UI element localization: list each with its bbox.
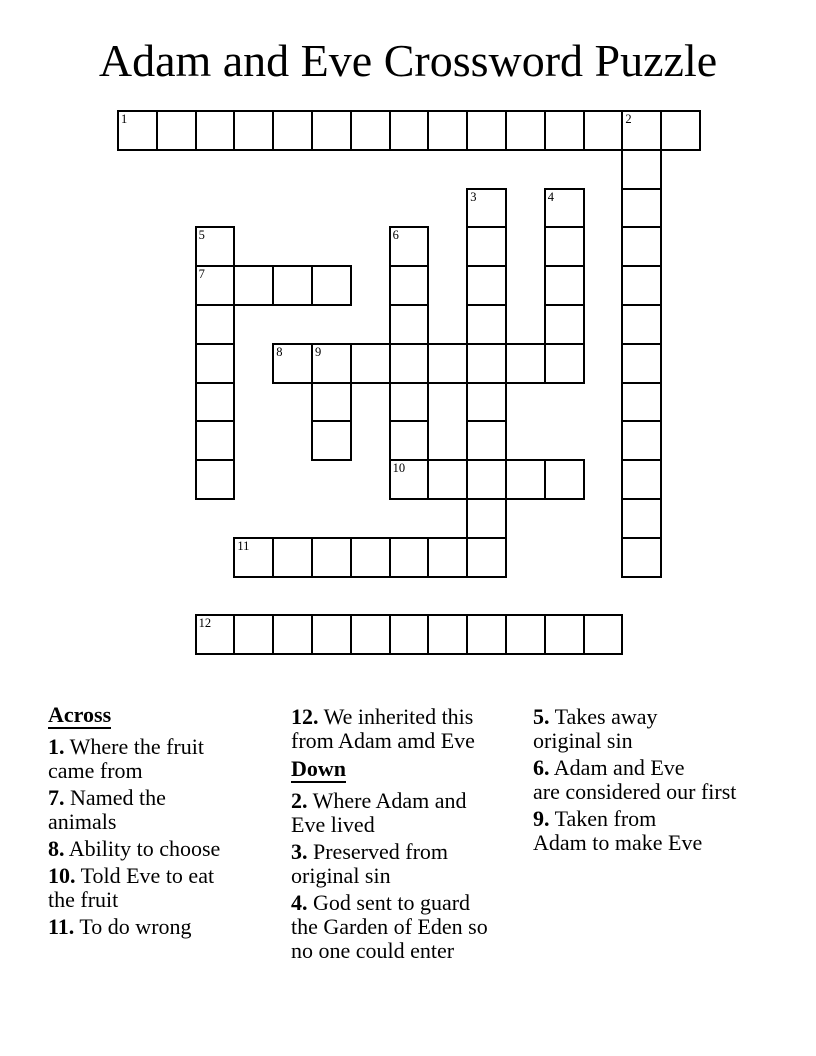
grid-cell-r0c7[interactable]: [389, 110, 430, 151]
clue-8: 8. Ability to choose: [48, 836, 221, 861]
grid-cell-r5c13[interactable]: [621, 304, 662, 345]
grid-cell-r6c4[interactable]: [272, 343, 313, 384]
grid-cell-r13c6[interactable]: [350, 614, 391, 655]
grid-cell-r13c12[interactable]: [583, 614, 624, 655]
grid-cell-r3c9[interactable]: [466, 226, 507, 267]
cell-number: 10: [392, 461, 406, 476]
grid-cell-r9c2[interactable]: [195, 459, 236, 500]
grid-cell-r4c2[interactable]: [195, 265, 236, 306]
grid-cell-r0c8[interactable]: [427, 110, 468, 151]
grid-cell-r8c5[interactable]: [311, 420, 352, 461]
grid-cell-r3c13[interactable]: [621, 226, 662, 267]
clue-7: 7. Named the animals: [48, 785, 166, 834]
cell-number: 6: [392, 228, 399, 243]
cell-number: 4: [547, 189, 555, 204]
grid-cell-r3c7[interactable]: [389, 226, 430, 267]
grid-cell-r11c4[interactable]: [272, 537, 313, 578]
grid-cell-r0c2[interactable]: [195, 110, 236, 151]
grid-cell-r4c13[interactable]: [621, 265, 662, 306]
clue-5: 5. Takes away original sin: [533, 704, 658, 753]
grid-cell-r6c9[interactable]: [466, 343, 507, 384]
grid-cell-r6c8[interactable]: [427, 343, 468, 384]
clue-6: 6. Adam and Eve are considered our first: [533, 755, 737, 804]
grid-cell-r13c8[interactable]: [427, 614, 468, 655]
grid-cell-r1c13[interactable]: [621, 149, 662, 190]
grid-cell-r9c11[interactable]: [544, 459, 585, 500]
grid-cell-r0c11[interactable]: [544, 110, 585, 151]
grid-cell-r10c9[interactable]: [466, 498, 507, 539]
grid-cell-r6c6[interactable]: [350, 343, 391, 384]
clue-number: 1.: [48, 734, 65, 759]
grid-cell-r5c9[interactable]: [466, 304, 507, 345]
grid-cell-r5c2[interactable]: [195, 304, 236, 345]
grid-cell-r8c7[interactable]: [389, 420, 430, 461]
clue-10: 10. Told Eve to eat the fruit: [48, 863, 215, 912]
grid-cell-r9c9[interactable]: [466, 459, 507, 500]
clue-1: 1. Where the fruit came from: [48, 734, 204, 783]
grid-cell-r13c4[interactable]: [272, 614, 313, 655]
grid-cell-r0c12[interactable]: [583, 110, 624, 151]
cell-number: 9: [315, 344, 322, 359]
cell-number: 5: [198, 228, 205, 243]
clue-number: 12.: [291, 704, 319, 729]
grid-cell-r7c2[interactable]: [195, 382, 236, 423]
grid-cell-r6c11[interactable]: [544, 343, 585, 384]
clue-number: 7.: [48, 785, 65, 810]
grid-cell-r6c5[interactable]: [311, 343, 352, 384]
grid-cell-r4c5[interactable]: [311, 265, 352, 306]
clue-number: 8.: [48, 836, 65, 861]
clue-number: 4.: [291, 890, 308, 915]
grid-cell-r7c7[interactable]: [389, 382, 430, 423]
clue-number: 9.: [533, 806, 550, 831]
grid-cell-r13c10[interactable]: [505, 614, 546, 655]
cell-number: 1: [121, 112, 128, 126]
cell-number: 8: [276, 344, 283, 359]
grid-cell-r9c8[interactable]: [427, 459, 468, 500]
clue-2: 2. Where Adam and Eve lived: [291, 788, 467, 837]
grid-cell-r5c11[interactable]: [544, 304, 585, 345]
grid-cell-r4c9[interactable]: [466, 265, 507, 306]
grid-cell-r3c2[interactable]: [195, 226, 236, 267]
grid-cell-r11c6[interactable]: [350, 537, 391, 578]
grid-cell-r3c11[interactable]: [544, 226, 585, 267]
cell-number: 3: [470, 189, 477, 204]
grid-cell-r4c11[interactable]: [544, 265, 585, 306]
grid-cell-r8c13[interactable]: [621, 420, 662, 461]
grid-cell-r13c5[interactable]: [311, 614, 352, 655]
grid-cell-r9c7[interactable]: [389, 459, 430, 500]
grid-cell-r11c9[interactable]: [466, 537, 507, 578]
grid-cell-r13c2[interactable]: [195, 614, 236, 655]
clue-number: 2.: [291, 788, 308, 813]
grid-cell-r6c2[interactable]: [195, 343, 236, 384]
grid-cell-r0c14[interactable]: [660, 110, 701, 151]
grid-cell-r0c10[interactable]: [505, 110, 546, 151]
clue-number: 6.: [533, 755, 550, 780]
grid-cell-r0c5[interactable]: [311, 110, 352, 151]
grid-cell-r8c9[interactable]: [466, 420, 507, 461]
grid-cell-r6c10[interactable]: [505, 343, 546, 384]
clues-column-2: [291, 705, 488, 966]
grid-cell-r2c11[interactable]: [544, 188, 585, 229]
grid-cell-r2c13[interactable]: [621, 188, 662, 229]
grid-cell-r7c9[interactable]: [466, 382, 507, 423]
puzzle-title: Adam and Eve Crossword Puzzle: [98, 35, 718, 86]
grid-cell-r8c2[interactable]: [195, 420, 236, 461]
grid-cell-r13c9[interactable]: [466, 614, 507, 655]
across-header-text: Across: [48, 702, 112, 727]
grid-cell-r13c3[interactable]: [233, 614, 274, 655]
grid-cell-r7c13[interactable]: [621, 382, 662, 423]
grid-cell-r0c13[interactable]: [621, 110, 662, 151]
grid-cell-r0c6[interactable]: [350, 110, 391, 151]
grid-cell-r0c1[interactable]: [156, 110, 197, 151]
grid-cell-r7c5[interactable]: [311, 382, 352, 423]
grid-cell-r4c4[interactable]: [272, 265, 313, 306]
cell-number: 7: [198, 267, 205, 282]
grid-cell-r11c8[interactable]: [427, 537, 468, 578]
cell-number: 11: [237, 538, 250, 553]
grid-cell-r11c7[interactable]: [389, 537, 430, 578]
grid-cell-r6c13[interactable]: [621, 343, 662, 384]
cell-number: 12: [198, 616, 212, 631]
grid-cell-r9c13[interactable]: [621, 459, 662, 500]
grid-cell-r9c10[interactable]: [505, 459, 546, 500]
clue-4: 4. God sent to guard the Garden of Eden so no one could enter: [291, 890, 488, 963]
grid-cell-r10c13[interactable]: [621, 498, 662, 539]
clues-column-3: [533, 705, 736, 858]
down-header-text: Down: [291, 756, 347, 781]
clues-column-1: [48, 703, 220, 942]
grid-cell-r0c0[interactable]: [117, 110, 158, 151]
clue-number: 5.: [533, 704, 550, 729]
grid-cell-r5c7[interactable]: [389, 304, 430, 345]
clue-11: 11. To do wrong: [48, 914, 192, 939]
clue-9: 9. Taken from Adam to make Eve: [533, 806, 703, 855]
grid-cell-r4c3[interactable]: [233, 265, 274, 306]
across-header: [48, 703, 220, 727]
grid-cell-r4c7[interactable]: [389, 265, 430, 306]
down-header: [291, 757, 488, 781]
cell-number: 2: [625, 112, 632, 126]
grid-cell-r0c4[interactable]: [272, 110, 313, 151]
grid-cell-r2c9[interactable]: [466, 188, 507, 229]
grid-cell-r11c5[interactable]: [311, 537, 352, 578]
grid-cell-r13c11[interactable]: [544, 614, 585, 655]
grid-cell-r11c13[interactable]: [621, 537, 662, 578]
clue-3: 3. Preserved from original sin: [291, 839, 449, 888]
clue-number: 10.: [48, 863, 76, 888]
grid-cell-r0c3[interactable]: [233, 110, 274, 151]
clue-12: 12. We inherited this from Adam amd Eve: [291, 704, 475, 753]
clue-number: 11.: [48, 914, 75, 939]
grid-cell-r6c7[interactable]: [389, 343, 430, 384]
grid-cell-r11c3[interactable]: [233, 537, 274, 578]
grid-cell-r0c9[interactable]: [466, 110, 507, 151]
grid-cell-r13c7[interactable]: [389, 614, 430, 655]
clue-number: 3.: [291, 839, 308, 864]
